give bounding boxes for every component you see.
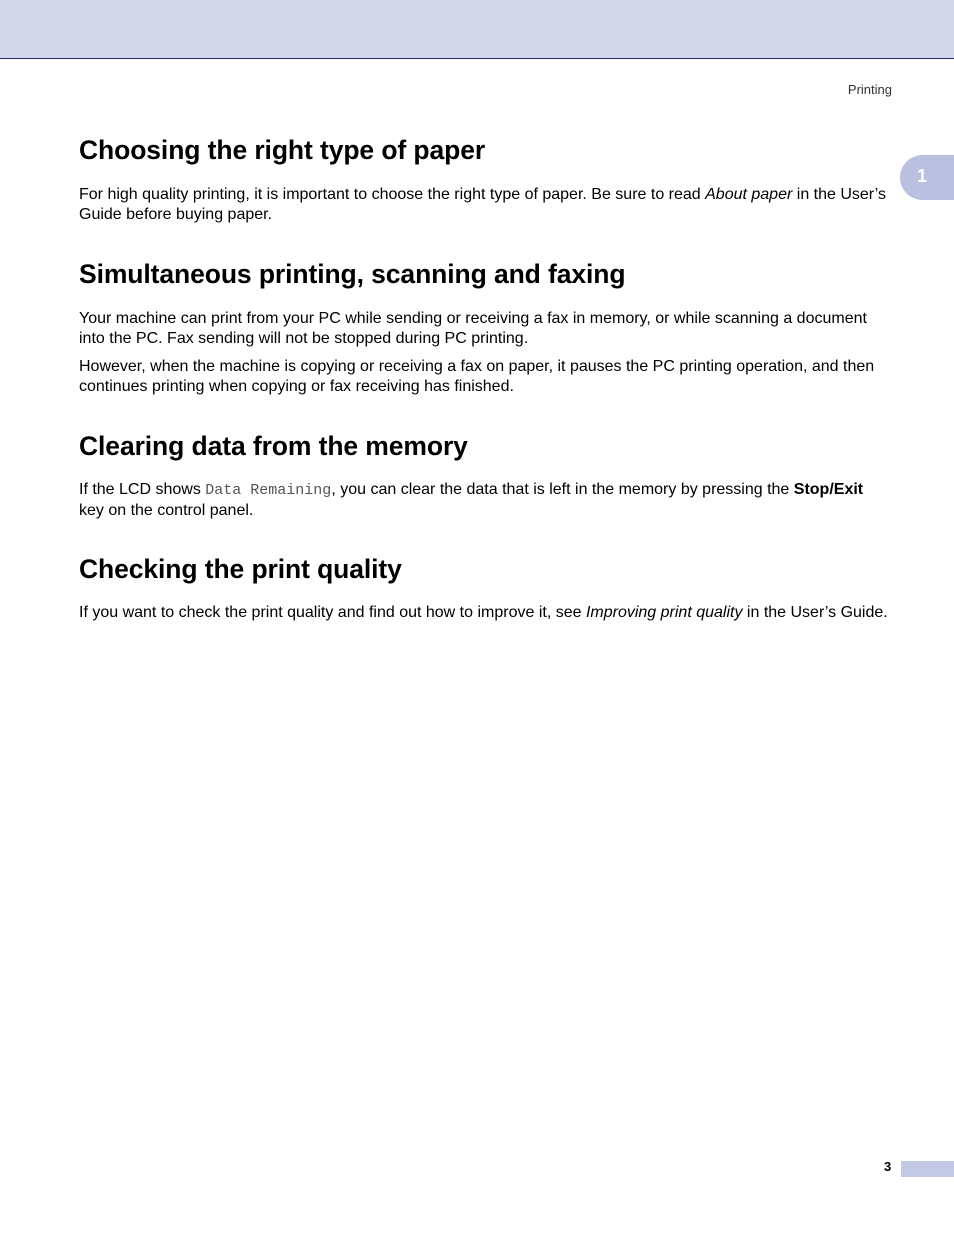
stop-exit-key-label: Stop/Exit [793,481,864,498]
about-paper-reference: About paper [705,186,793,203]
chapter-number: 1 [917,166,928,186]
memory-paragraph [79,480,891,521]
running-header: Printing [847,82,892,97]
paper-text-1: For high quality printing, it is important to choose the right type of paper. Be sure to read [79,186,706,203]
memory-text-2: , you can clear the data that is left in the memory by pressing the [331,481,794,498]
memory-text-3: key on the control panel. [79,502,254,519]
improving-quality-reference: Improving print quality [585,604,743,621]
section-heading-quality: Checking the print quality [79,554,402,584]
footer-bar [901,1161,954,1177]
page-content [79,131,891,623]
simultaneous-paragraph-2: However, when the machine is copying or receiving a fax on paper, it pauses the PC printing operation, and then continues printing when copying or fax receiving has finished. [79,358,875,395]
simultaneous-paragraph-1: Your machine can print from your PC while sending or receiving a fax in memory, or while scanning a document into the PC. Fax sending will not be stopped during PC printing. [79,310,867,347]
chapter-tab [900,155,954,200]
memory-text-1: If the LCD shows [79,481,206,498]
header-band [0,0,954,59]
section-heading-paper: Choosing the right type of paper [79,135,486,165]
quality-paragraph [79,603,891,623]
section-heading-simultaneous: Simultaneous printing, scanning and faxing [79,259,626,289]
section-heading-memory: Clearing data from the memory [79,431,468,461]
lcd-message: Data Remaining [205,482,332,499]
paper-text-2: in the User’s Guide before buying paper. [79,186,886,223]
page-number: 3 [884,1159,892,1174]
quality-text-2: in the User’s Guide. [742,604,888,621]
paper-paragraph [79,185,891,225]
quality-text-1: If you want to check the print quality and find out how to improve it, see [79,604,586,621]
